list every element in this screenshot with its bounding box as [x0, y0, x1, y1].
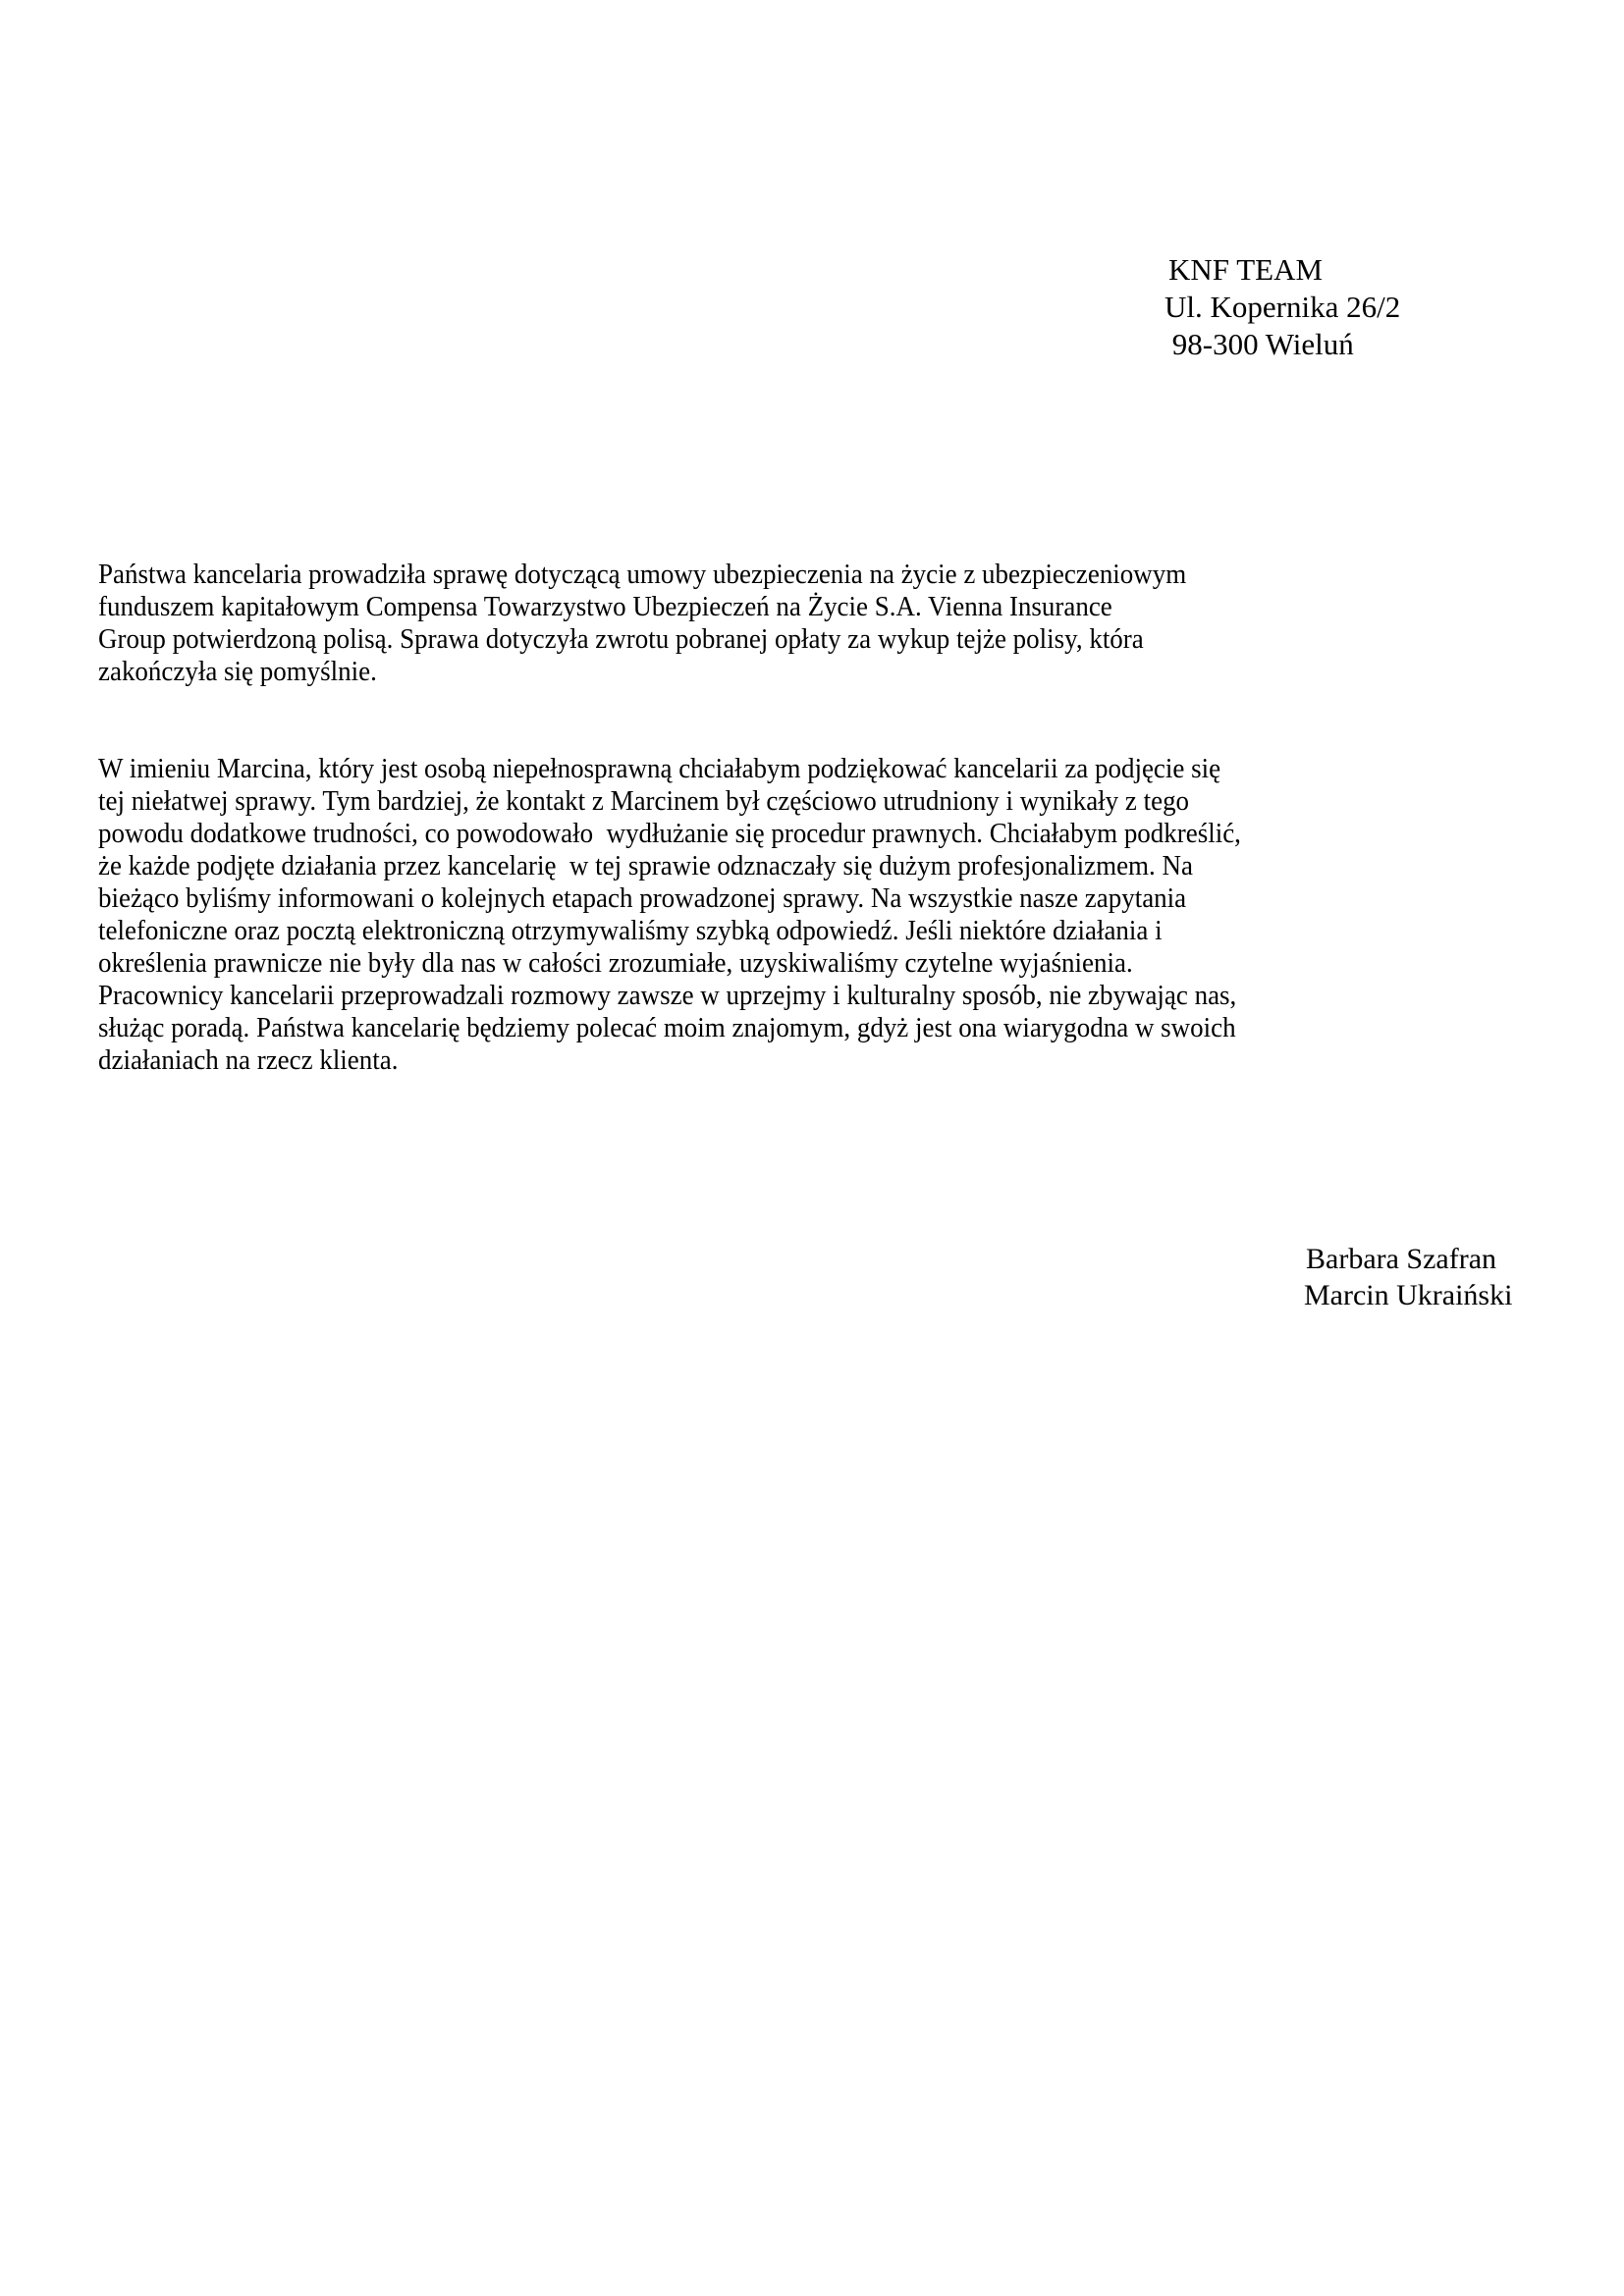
paragraph-line: Group potwierdzoną polisą. Sprawa dotyczyła zwrotu pobranej opłaty za wykup tejże polisy, która	[98, 623, 1144, 655]
signatory-name: Marcin Ukraiński	[1304, 1279, 1513, 1311]
paragraph-line: W imieniu Marcina, który jest osobą niepełnosprawną chciałabym podziękować kancelarii za podjęcie się	[98, 753, 1221, 784]
paragraph-line: telefoniczne oraz pocztą elektroniczną otrzymywaliśmy szybką odpowiedź. Jeśli niektóre działania i	[98, 915, 1163, 946]
paragraph-line: służąc poradą. Państwa kancelarię będziemy polecać moim znajomym, gdyż jest ona wiarygodna w swoich	[98, 1012, 1236, 1043]
paragraph-line: Państwa kancelaria prowadziła sprawę dotyczącą umowy ubezpieczenia na życie z ubezpieczeniowym	[98, 559, 1187, 590]
recipient-city: 98-300 Wieluń	[1164, 327, 1354, 361]
paragraph-line: powodu dodatkowe trudności, co powodowało wydłużanie się procedur prawnych. Chciałabym podkreślić,	[98, 818, 1241, 849]
paragraph-line: tej niełatwej sprawy. Tym bardziej, że kontakt z Marcinem był częściowo utrudniony i wynikały z tego	[98, 785, 1190, 817]
recipient-street: Ul. Kopernika 26/2	[1164, 290, 1401, 324]
paragraph-line: zakończyła się pomyślnie.	[98, 656, 377, 687]
paragraph-line: funduszem kapitałowym Compensa Towarzystwo Ubezpieczeń na Życie S.A. Vienna Insurance	[98, 591, 1112, 622]
paragraph-line: działaniach na rzecz klienta.	[98, 1044, 399, 1076]
signatory-name: Barbara Szafran	[1306, 1243, 1497, 1275]
paragraph-line: Pracownicy kancelarii przeprowadzali rozmowy zawsze w uprzejmy i kulturalny sposób, nie zbywając nas,	[98, 980, 1237, 1011]
recipient-name: KNF TEAM	[1168, 252, 1324, 287]
paragraph-line: bieżąco byliśmy informowani o kolejnych etapach prowadzonej sprawy. Na wszystkie nasze zapytania	[98, 882, 1187, 914]
paragraph-line: że każde podjęte działania przez kancelarię w tej sprawie odznaczały się dużym profesjonalizmem. Na	[98, 850, 1193, 881]
paragraph-line: określenia prawnicze nie były dla nas w całości zrozumiałe, uzyskiwaliśmy czytelne wyjaśnienia.	[98, 947, 1133, 979]
